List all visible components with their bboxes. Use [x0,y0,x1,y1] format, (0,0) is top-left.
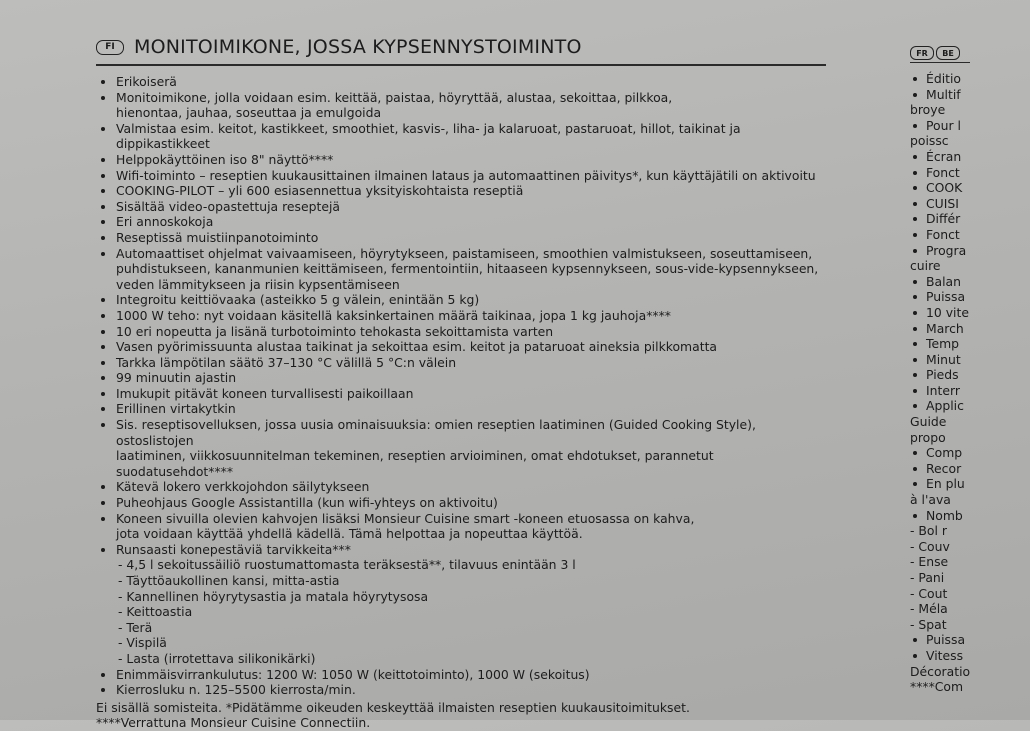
list-item-line: Monitoimikone, jolla voidaan esim. keittää, paistaa, höyryttää, alustaa, sekoittaa, pilkkoa, [116,89,673,105]
list-item-line: Enimmäisvirrankulutus: 1200 W: 1050 W (keittotoiminto), 1000 W (sekoitus) [116,666,590,682]
side-list-item: COOK [910,180,1030,196]
list-item-line: 1000 W teho: nyt voidaan käsitellä kaksinkertainen määrä taikinaa, jopa 1 kg jauhoja**** [116,307,671,323]
accessory-item [96,635,826,651]
list-item [96,230,826,246]
side-list-item: - Couv [910,538,950,554]
list-item-line: laatiminen, viikkosuunnitelman tekeminen, reseptien arvioiminen, omat ehdotukset, parannetut suodatusehdot**** [116,448,714,479]
side-feature-list [910,71,1030,695]
side-list-item: Interr [910,383,1030,399]
footnotes [96,700,826,731]
list-item-line: Kierrosluku n. 125–5500 kierrosta/min. [116,682,356,698]
section-header [96,30,826,66]
list-item [96,339,826,355]
list-item-line: - 4,5 l sekoitussäiliö ruostumattomasta teräksestä**, tilavuus enintään 3 l [118,557,576,573]
accessory-item [96,589,826,605]
list-item [96,199,826,215]
footnote-line: Ei sisällä somisteita. *Pidätämme oikeuden keskeyttää ilmaisten reseptien kuukausitoimitukset. [96,699,690,715]
side-list-item: Comp [910,445,1030,461]
side-list-item: Applic [910,398,1030,414]
page-title: MONITOIMIKONE, JOSSA KYPSENNYSTOIMINTO [134,36,582,58]
side-list-item: broye [910,102,946,118]
accessory-item [96,557,826,573]
side-list-item: Pieds [910,367,1030,383]
side-list-item: CUISI [910,196,1030,212]
feature-list [96,74,826,698]
list-item-line: Koneen sivuilla olevien kahvojen lisäksi Monsieur Cuisine smart -koneen etuosassa on kahva, [116,510,695,526]
list-item-line: - Vispilä [118,635,167,651]
list-item-line: jota voidaan käyttää yhdellä kädellä. Tämä helpottaa ja nopeuttaa käyttöä. [116,526,583,542]
list-item [96,682,826,698]
side-list-item: - Méla [910,601,948,617]
side-list-item: Temp [910,336,1030,352]
side-list-item: Multif [910,87,1030,103]
side-section-header [910,44,970,63]
list-item-line: Valmistaa esim. keitot, kastikkeet, smoothiet, kasvis-, liha- ja kalaruoat, pastaruoat, hillot, taikinat ja dippikastikkeet [116,120,741,152]
list-item [96,246,826,293]
language-badge-be: BE [936,46,960,60]
list-item-line: - Terä [118,619,153,635]
side-list-item: - Cout [910,585,948,601]
list-item [96,121,826,152]
list-item-line: Runsaasti konepestäviä tarvikkeita*** [116,541,351,557]
list-item-line: Helppokäyttöinen iso 8" näyttö**** [116,151,334,167]
list-item-line: Tarkka lämpötilan säätö 37–130 °C välillä 5 °C:n välein [116,354,457,370]
list-item-line: Puheohjaus Google Assistantilla (kun wifi-yhteys on aktivoitu) [116,495,498,511]
accessory-item [96,573,826,589]
accessory-item [96,620,826,636]
french-section-partial [910,44,1030,695]
side-list-item: propo [910,429,946,445]
list-item [96,183,826,199]
side-list-item: - Spat [910,616,947,632]
accessory-item [96,651,826,667]
list-item [96,511,826,542]
side-list-item: Fonct [910,227,1030,243]
list-item-line: Automaattiset ohjelmat vaivaamiseen, höyrytykseen, paistamiseen, smoothien valmistukseen, soseuttamiseen, [116,245,813,261]
list-item-line: - Keittoastia [118,604,193,620]
list-item-line: Sisältää video-opastettuja reseptejä [116,198,340,214]
list-item-line: puhdistukseen, kananmunien keittämiseen, fermentointiin, hitaaseen kypsennykseen, sous-vide-kypsennykseen, [116,261,819,277]
list-item [96,479,826,495]
finnish-section [96,30,826,731]
side-list-item: Puissa [910,289,1030,305]
side-list-item: poissc [910,133,949,149]
side-list-item: - Pani [910,570,945,585]
list-item [96,152,826,168]
side-list-item: Guide [910,414,947,430]
list-item [96,542,826,558]
list-item [96,401,826,417]
list-item [96,214,826,230]
list-item-line: 10 eri nopeutta ja lisänä turbotoiminto tehokasta sekoittamista varten [116,323,554,339]
side-list-item: Fonct [910,165,1030,181]
list-item [96,667,826,683]
side-list-item: Éditio [910,71,1030,87]
list-item-line: veden lämmitykseen ja riisin kypsentämiseen [116,276,400,292]
list-item-line: COOKING-PILOT – yli 600 esiasennettua yksityiskohtaista reseptiä [116,183,524,199]
side-list-item: Vitess [910,648,1030,664]
side-list-item: à l'ava [910,492,951,508]
list-item [96,308,826,324]
side-list-item: Différ [910,211,1030,227]
list-item-line: Kätevä lokero verkkojohdon säilytykseen [116,479,370,495]
language-badge-fr: FR [910,46,934,60]
list-item-line: - Kannellinen höyrytysastia ja matala höyrytysosa [118,588,429,604]
side-list-item: cuire [910,258,941,274]
list-item-line: Eri annoskokoja [116,214,214,230]
list-item [96,324,826,340]
list-item-line: Vasen pyörimissuunta alustaa taikinat ja sekoittaa esim. keitot ja pataruoat aineksia pilkkomatta [116,339,718,355]
list-item-line: Wifi-toiminto – reseptien kuukausittainen ilmainen lataus ja automaattinen päivitys*, kun käyttäjätili on aktivoitu [116,167,816,183]
language-badge-fi: FI [96,40,124,55]
list-item-line: Erikoiserä [116,74,177,89]
side-list-item: En plu [910,476,1030,492]
side-list-item: - Ense [910,554,949,570]
list-item [96,370,826,386]
side-list-item: Pour l [910,118,1030,134]
list-item [96,355,826,371]
list-item-line: Erillinen virtakytkin [116,401,236,417]
side-list-item: Balan [910,274,1030,290]
side-list-item: ****Com [910,679,964,695]
side-list-item: Puissa [910,632,1030,648]
list-item [96,292,826,308]
list-item-line: Reseptissä muistiinpanotoiminto [116,229,319,245]
side-list-item: Décoratio [910,663,971,679]
side-list-item: March [910,321,1030,337]
list-item-line: hienontaa, jauhaa, soseuttaa ja emulgoida [116,105,382,121]
list-item [96,495,826,511]
side-list-item: Minut [910,352,1030,368]
list-item-line: 99 minuutin ajastin [116,370,237,386]
footnote-line: ****Verrattuna Monsieur Cuisine Connectiin. [96,715,371,731]
list-item-line: Integroitu keittiövaaka (asteikko 5 g välein, enintään 5 kg) [116,292,480,308]
side-list-item: 10 vite [910,305,1030,321]
list-item [96,74,826,90]
accessory-item [96,604,826,620]
side-list-item: Recor [910,461,1030,477]
list-item [96,168,826,184]
list-item-line: - Täyttöaukollinen kansi, mitta-astia [118,573,340,588]
list-item-line: Imukupit pitävät koneen turvallisesti paikoillaan [116,385,414,401]
side-list-item: Nomb [910,508,1030,524]
side-list-item: - Bol r [910,523,947,539]
list-item-line: - Lasta (irrotettava silikonikärki) [118,650,316,666]
side-list-item: Écran [910,149,1030,165]
list-item [96,90,826,121]
side-list-item: Progra [910,243,1030,259]
list-item [96,386,826,402]
list-item-line: Sis. reseptisovelluksen, jossa uusia ominaisuuksia: omien reseptien laatiminen (Guided Cooking Style), ostoslistojen [116,417,756,448]
list-item [96,417,826,479]
